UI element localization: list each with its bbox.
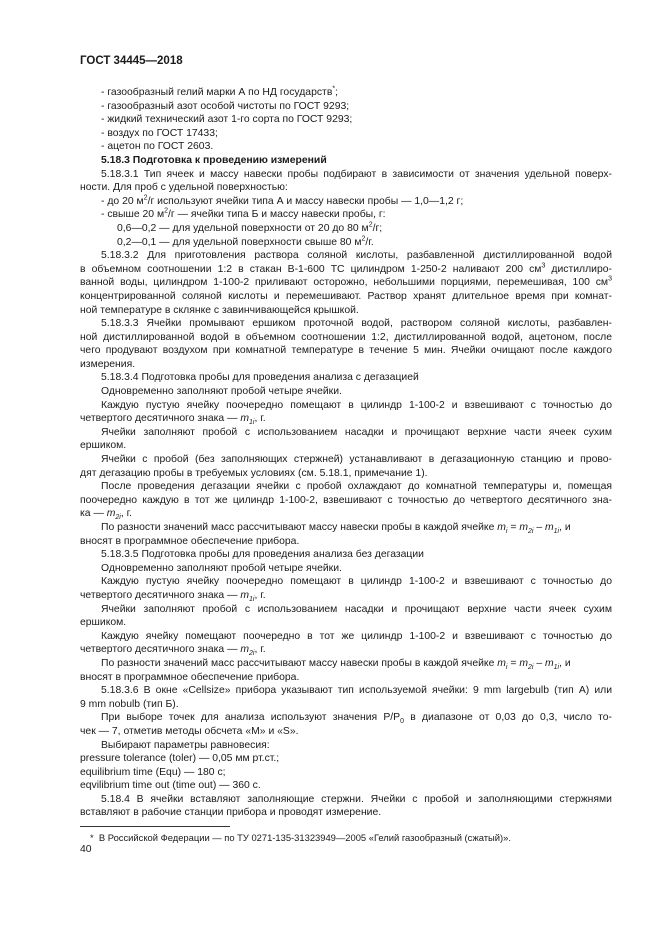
- text-line: Каждую пустую ячейку поочередно помещают в цилиндр 1-100-2 и взвешивают с точностью до: [101, 399, 612, 411]
- document-body: [80, 86, 612, 820]
- text-line: 9 mm nobulb (тип Б).: [80, 698, 179, 710]
- text-line: ка — $m_{2i}$, г.: [80, 508, 133, 522]
- text-line: ванной воды, цилиндром 1-100-2 приливают осторожно, небольшими порциями, перемешивая, 100 $см^3$: [80, 275, 612, 289]
- text-line: Каждую ячейку помещают поочередно в тот же цилиндр 1-100-2 и взвешивают с точностью до: [101, 630, 612, 642]
- text-line: 5.18.3.6 В окне «Cellsize» прибора указывают тип используемой ячейки: 9 mm largebulb (тип А) или: [101, 685, 612, 697]
- text-line: Ячейки заполняют пробой с использованием насадки и прочищают верхние части ячеек сухим: [101, 426, 612, 438]
- footnote-marker: *: [90, 832, 94, 843]
- text-line: pressure tolerance (toler) — 0,05 мм рт.ст.;: [80, 753, 280, 765]
- text-line: eqvilibrium time out (time out) — 360 с.: [80, 780, 261, 792]
- text-line: вносят в программное обеспечение прибора.: [80, 671, 300, 683]
- text-line: - до 20 $м^2/г$ используют ячейки типа А и массу навески пробы — 1,0—1,2 г;: [101, 194, 464, 207]
- text-line: - газообразный азот особой чистоты по ГОСТ 9293;: [101, 100, 350, 112]
- text-line: вставляют в рабочие станции прибора и проводят измерение.: [80, 807, 382, 819]
- text-line: - жидкий технический азот 1-го сорта по ГОСТ 9293;: [101, 114, 353, 126]
- text-line: ной температуре в склянке с завинчивающейся крышкой.: [80, 304, 359, 316]
- footnote-marker: *: [332, 85, 336, 93]
- text-line: 5.18.4 В ячейки вставляют заполняющие стержни. Ячейки с пробой и заполняющими стержнями: [101, 793, 612, 805]
- text-line: Выбирают параметры равновесия:: [101, 739, 270, 751]
- text-line: Ячейки заполняют пробой с использованием насадки и прочищают верхние части ячеек сухим: [101, 603, 612, 615]
- text-line: 5.18.3.5 Подготовка пробы для проведения анализа без дегазации: [101, 549, 424, 561]
- text-line: 5.18.3.4 Подготовка пробы для проведения анализа с дегазацией: [101, 372, 419, 384]
- text-line: 5.18.3.3 Ячейки промывают ершиком проточной водой, раствором соляной кислоты, разбавлен-: [101, 318, 612, 330]
- text-line: 0,6—0,2 — для удельной поверхности от 20 до 80 $м^2/г$;: [117, 221, 383, 234]
- text-line: equilibrium time (Equ) — 180 с;: [80, 766, 226, 778]
- text-line: чего продувают воздухом при комнатной температуре в течение 5 мин. Ячейки очищают после каждого: [80, 345, 612, 357]
- text-line: 5.18.3.2 Для приготовления раствора соляной кислоты, разбавленной дистиллированной водой: [101, 250, 612, 262]
- document-header: ГОСТ 34445—2018: [80, 55, 183, 67]
- footnote-divider: [80, 826, 230, 827]
- text-line: чек — 7, отметив методы обсчета «М» и «S».: [80, 725, 299, 737]
- footnote: * В Российской Федерации — по ТУ 0271-135-31323949—2005 «Гелий газообразный (сжатый)».: [90, 832, 511, 843]
- text-line: четвертого десятичного знака — $m_{1i}$, г.: [80, 413, 266, 427]
- text-line: ности. Для проб с удельной поверхностью:: [80, 182, 288, 194]
- text-line: вносят в программное обеспечение прибора.: [80, 535, 300, 547]
- text-line: в объемном соотношении 1:2 в стакан В-1-600 ТС цилиндром 1-250-2 наливают 200 $см^3$ дистиллиро-: [80, 262, 612, 275]
- text-line: - ацетон по ГОСТ 2603.: [101, 141, 214, 153]
- text-line: 0,2—0,1 — для удельной поверхности свыше 80 $м^2/г$.: [117, 235, 374, 248]
- text-line: - свыше 20 $м^2/г$ — ячейки типа Б и массу навески пробы, г:: [101, 207, 386, 221]
- text-line: Одновременно заполняют пробой четыре ячейки.: [101, 386, 342, 398]
- text-line: ершиком.: [80, 617, 127, 629]
- text-line: По разности значений масс рассчитывают массу навески пробы в каждой ячейке $m_i = m_{2i} - m_{1i}$, и: [101, 522, 571, 536]
- text-line: Ячейки с пробой (без заполняющих стержней) устанавливают в дегазационную станцию и прово-: [101, 454, 612, 466]
- text-line: 5.18.3.1 Тип ячеек и массу навески пробы подбирают в зависимости от значения удельной поверх-: [101, 168, 612, 180]
- text-line: После проведения дегазации ячейки с пробой охлаждают до комнатной температуры и, помещая: [101, 481, 612, 493]
- text-line: - воздух по ГОСТ 17433;: [101, 127, 218, 139]
- text-line: измерения.: [80, 358, 136, 370]
- text-line: четвертого десятичного знака — $m_{2i}$, г.: [80, 644, 266, 658]
- text-line: поочередно каждую в тот же цилиндр 1-100-2, взвешивают с точностью до четвертого десятичного зна-: [80, 494, 612, 506]
- text-line: По разности значений масс рассчитывают массу навески пробы в каждой ячейке $m_i = m_{2i} - m_{1i}$, и: [101, 657, 571, 672]
- text-line: Каждую пустую ячейку поочередно помещают в цилиндр 1-100-2 и взвешивают с точностью до: [101, 576, 612, 588]
- page-number: 40: [80, 844, 92, 855]
- text-line: дят дегазацию пробы в требуемых условиях (см. 5.18.1, примечание 1).: [80, 467, 428, 479]
- text-line: ной дистиллированной водой в объемном соотношении 1:2, дистиллированной водой, ацетоном, после: [80, 331, 612, 343]
- text-line: четвертого десятичного знака — $m_{1i}$, г.: [80, 589, 266, 604]
- text-line: - газообразный гелий марки А по НД государств*;: [101, 85, 338, 98]
- section-heading: 5.18.3 Подготовка к проведению измерений: [101, 154, 327, 166]
- text-line: концентрированной соляной кислоты и перемешивают. Раствор хранят длительное время при комнат-: [80, 290, 612, 302]
- text-line: Одновременно заполняют пробой четыре ячейки.: [101, 562, 342, 574]
- text-line: При выборе точек для анализа используют значения $P/P_0$ в диапазоне от 0,03 до 0,3, число то-: [101, 712, 613, 726]
- text-line: ершиком.: [80, 440, 127, 452]
